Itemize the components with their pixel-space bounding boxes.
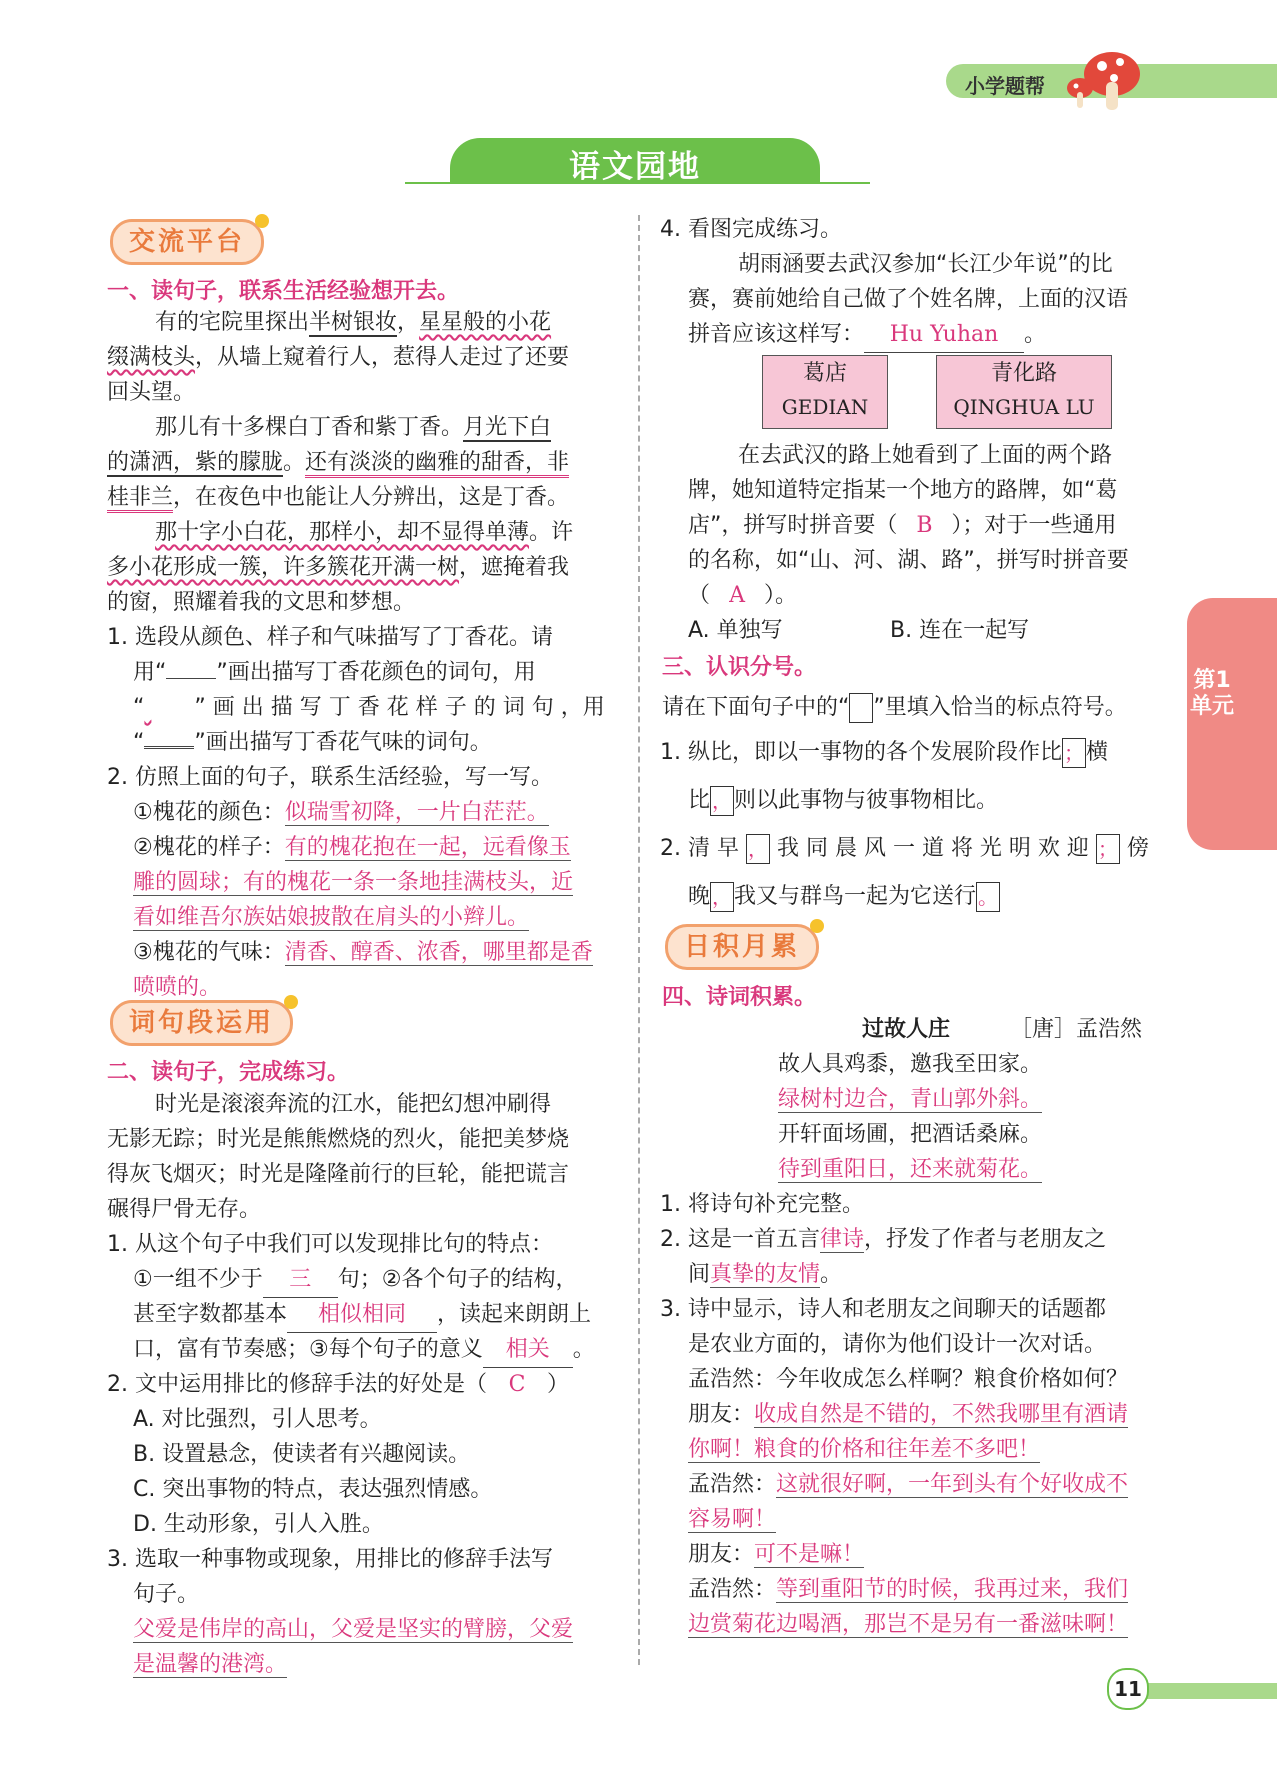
road-sign-qinghua <box>936 355 1112 429</box>
question-line <box>688 876 1000 918</box>
text: ）。 <box>764 583 798 608</box>
underlined-text: 的潇洒，紫的朦胧 <box>107 450 284 475</box>
heading-3: 三、认识分号。 <box>662 655 817 680</box>
star-icon <box>255 214 269 228</box>
text: ，在夜色中也能让人分辨出，这是丁香。 <box>173 485 570 510</box>
poem-line-3: 开轩面场圃，把酒话桑麻。 <box>778 1122 1043 1147</box>
dialogue-line <box>688 1467 1128 1502</box>
dialogue-line <box>688 1432 1040 1467</box>
passage-line <box>688 578 797 613</box>
passage-line: 得灰飞烟灭；时光是隆隆前行的巨轮，能把谎言 <box>107 1162 570 1187</box>
badge-label: 词句段运用 <box>129 1008 275 1038</box>
answer-text: 收成自然是不错的，不然我哪里有酒请 <box>754 1402 1129 1427</box>
text: 傍 <box>1126 836 1149 861</box>
answer-text: 真挚的友情 <box>710 1262 821 1287</box>
passage-line: 无影无踪；时光是熊熊燃烧的烈火，能把美梦烧 <box>107 1127 570 1152</box>
question-line: 4. 看图完成练习。 <box>660 217 842 242</box>
answer-text: 是温馨的港湾。 <box>133 1652 288 1677</box>
text: 2. 清 早 <box>660 836 739 861</box>
option-c: C. 突出事物的特点，表达强烈情感。 <box>133 1477 493 1502</box>
answer-text: 父爱是伟岸的高山，父爱是坚实的臂膀，父爱 <box>133 1617 574 1642</box>
question-line <box>660 828 1149 870</box>
question-line <box>688 1257 842 1292</box>
question-line: 3. 选取一种事物或现象，用排比的修辞手法写 <box>107 1547 553 1572</box>
text: “ <box>133 730 145 755</box>
text: 2. 文中运用排比的修辞手法的好处是（ <box>107 1372 487 1397</box>
answer-choice: A <box>729 583 745 608</box>
label: ②槐花的样子： <box>133 835 285 860</box>
dialogue-line: 孟浩然：今年收成怎么样啊？粮食价格如何？ <box>688 1367 1129 1392</box>
wavy-text: 缀满枝头 <box>107 345 196 370</box>
question-line <box>133 1332 595 1368</box>
speaker: 孟浩然： <box>688 1577 777 1602</box>
answer-box: ； <box>1096 834 1120 864</box>
passage-line <box>107 480 569 515</box>
wavy-text: 星星般的小花 <box>419 310 552 335</box>
question-line <box>660 1222 1106 1257</box>
answer-text: 可不是嘛！ <box>754 1542 865 1567</box>
passage-line <box>107 445 569 480</box>
text: 横 <box>1086 740 1109 765</box>
section-badge-exchange <box>110 219 264 265</box>
question-line: 2. 仿照上面的句子，联系生活经验，写一写。 <box>107 765 553 790</box>
question-line <box>133 690 605 725</box>
option-b: B. 连在一起写 <box>890 618 1030 643</box>
section-badge-usage <box>110 1000 293 1046</box>
sign-chinese: 葛店 <box>802 361 847 386</box>
answer-blank: Hu Yuhan <box>864 317 1024 353</box>
answer-text: 你啊！粮食的价格和往年差不多吧！ <box>688 1437 1041 1462</box>
text: 。 <box>1024 322 1047 347</box>
answer-line <box>133 935 593 970</box>
passage-line <box>107 340 569 375</box>
text: ”画出描写丁香花颜色的词句，用 <box>216 660 536 685</box>
text: ”画出描写丁香花气味的词句。 <box>194 730 492 755</box>
passage-line <box>107 550 569 585</box>
answer-text: 雕的圆球；有的槐花一条一条地挂满枝头，近 <box>133 870 574 895</box>
text: 我又与群鸟一起为它送行 <box>734 884 977 909</box>
passage-line: 的名称，如“山、河、湖、路”，拼写时拼音要 <box>688 548 1129 573</box>
option-a: A. 对比强烈，引人思考。 <box>133 1407 382 1432</box>
sign-pinyin: GEDIAN <box>781 395 869 419</box>
text: 。许 <box>529 520 574 545</box>
heading-1: 一、读句子，联系生活经验想开去。 <box>107 279 460 304</box>
answer-line <box>133 795 549 830</box>
answer-box: ， <box>710 786 734 816</box>
answer-blank: 相似相同 <box>287 1297 437 1333</box>
dialogue-line <box>688 1537 864 1572</box>
passage-line <box>155 515 573 550</box>
label: ③槐花的气味： <box>133 940 285 965</box>
empty-box <box>849 693 873 723</box>
answer-line <box>133 830 571 865</box>
option-b: B. 设置悬念，使读者有兴趣阅读。 <box>133 1442 471 1467</box>
answer-text: 绿树村边合，青山郭外斜。 <box>778 1087 1043 1112</box>
text: 晚 <box>688 884 711 909</box>
page-title: 语文园地 <box>569 149 701 185</box>
text: ，读起来朗朗上 <box>437 1302 592 1327</box>
unit-label: 第1单元 <box>1189 668 1234 719</box>
answer-blank: 相关 <box>483 1332 573 1368</box>
passage-line: 的窗，照耀着我的文思和梦想。 <box>107 590 416 615</box>
answer-text: 看如维吾尔族姑娘披散在肩头的小辫儿。 <box>133 905 530 930</box>
label: ①槐花的颜色： <box>133 800 285 825</box>
text: ， <box>397 310 420 335</box>
answer-text: 待到重阳日，还来就菊花。 <box>778 1157 1043 1182</box>
unit-side-tab <box>1187 598 1277 850</box>
answer-text: 等到重阳节的时候，我再过来，我们 <box>776 1577 1129 1602</box>
passage-line: 赛，赛前她给自己做了个姓名牌，上面的汉语 <box>688 287 1129 312</box>
passage-line: 在去武汉的路上她看到了上面的两个路 <box>738 443 1113 468</box>
text: 。 <box>820 1262 843 1287</box>
text: ” 画 出 描 写 丁 香 花 样 子 的 词 句 ，用 <box>194 695 605 720</box>
question-line: 句子。 <box>133 1582 200 1607</box>
dialogue-line <box>688 1572 1128 1607</box>
passage-line <box>688 508 1116 543</box>
underlined-text: 月光下白 <box>463 415 552 440</box>
answer-box: ， <box>746 834 770 864</box>
passage-line <box>155 410 551 445</box>
answer-choice: C <box>508 1372 526 1397</box>
passage-line: 碾得尸骨无存。 <box>107 1197 262 1222</box>
text: （ <box>688 583 711 608</box>
text: “ <box>133 695 145 720</box>
text: ）；对于一些通用 <box>951 513 1117 538</box>
answer-text: 这就很好啊，一年到头有个好收成不 <box>776 1472 1129 1497</box>
answer-text: 边赏菊花边喝酒，那岂不是另有一番滋味啊！ <box>688 1612 1129 1637</box>
double-line-sample <box>144 746 194 749</box>
text: 句；②各个句子的结构， <box>337 1267 578 1292</box>
dialogue-line <box>688 1502 776 1537</box>
question-line: 1. 从这个句子中我们可以发现排比句的特点： <box>107 1232 553 1257</box>
sign-chinese: 青化路 <box>990 361 1057 386</box>
text: 我 同 晨 风 一 道 将 光 明 欢 迎 <box>776 836 1089 861</box>
poem-line-2 <box>778 1082 1042 1117</box>
question-line: 1. 将诗句补充完整。 <box>660 1192 864 1217</box>
text: 2. 这是一首五言 <box>660 1227 820 1252</box>
star-icon <box>284 995 298 1009</box>
answer-choice: B <box>916 513 933 538</box>
answer-text: 喷喷的。 <box>133 975 222 1000</box>
dialogue-line <box>688 1397 1128 1432</box>
text: 比 <box>688 788 711 813</box>
passage-line: 回头望。 <box>107 380 196 405</box>
road-sign-gedian <box>762 355 888 429</box>
answer-line <box>133 1647 287 1682</box>
poem-line-1: 故人具鸡黍，邀我至田家。 <box>778 1052 1043 1077</box>
answer-line <box>133 865 573 900</box>
question-line <box>133 725 492 760</box>
text: ”里填入恰当的标点符号。 <box>873 695 1127 720</box>
question-line <box>133 655 536 690</box>
text: 有的宅院里探出 <box>155 310 310 335</box>
straight-line-sample <box>166 678 216 679</box>
text: 拼音应该这样写： <box>688 322 865 347</box>
answer-text: 清香、醇香、浓香，哪里都是香 <box>284 940 593 965</box>
poem-line-4 <box>778 1152 1042 1187</box>
double-underlined-text: 还有淡淡的幽雅的甜香，非 <box>305 450 569 478</box>
text: 间 <box>688 1262 711 1287</box>
option-d: D. 生动形象，引人入胜。 <box>133 1512 384 1537</box>
wavy-text: 那十字小白花，那样小，却不显得单薄 <box>155 520 530 545</box>
text: 1. 纵比，即以一事物的各个发展阶段作比 <box>660 740 1062 765</box>
answer-box: ， <box>710 882 734 912</box>
question-line: 3. 诗中显示，诗人和老朋友之间聊天的话题都 <box>660 1297 1106 1322</box>
heading-2: 二、读句子，完成练习。 <box>107 1060 350 1085</box>
text: ，抒发了作者与老朋友之 <box>864 1227 1107 1252</box>
page-number: 11 <box>1107 1668 1149 1710</box>
answer-box: 。 <box>976 882 1000 912</box>
text: 用“ <box>133 660 167 685</box>
mushroom-icon <box>1062 44 1142 114</box>
heading-4: 四、诗词积累。 <box>662 985 817 1010</box>
question-line <box>133 1262 577 1298</box>
answer-text: 似瑞雪初降，一片白茫茫。 <box>284 800 549 825</box>
dialogue-line <box>688 1607 1128 1642</box>
text: ） <box>547 1372 570 1397</box>
text: 。 <box>283 450 306 475</box>
text: 则以此事物与彼事物相比。 <box>734 788 999 813</box>
footer-bar <box>1140 1683 1277 1699</box>
text: 店”，拼写时拼音要（ <box>688 513 898 538</box>
answer-text: 律诗 <box>819 1227 864 1252</box>
question-line: 是农业方面的，请你为他们设计一次对话。 <box>688 1332 1107 1357</box>
section-badge-daily <box>665 924 819 970</box>
instruction-line <box>662 690 1127 725</box>
text: 那儿有十多棵白丁香和紫丁香。 <box>155 415 464 440</box>
underlined-text: 半树银妆 <box>309 310 398 335</box>
text: 请在下面句子中的“ <box>662 695 850 720</box>
poem-author: ［唐］孟浩然 <box>1010 1017 1143 1042</box>
text: ，从墙上窥着行人，惹得人走过了还要 <box>195 345 570 370</box>
star-icon <box>810 919 824 933</box>
speaker: 朋友： <box>688 1542 755 1567</box>
question-line <box>133 1297 591 1333</box>
passage-line: 牌，她知道特定指某一个地方的路牌，如“葛 <box>688 478 1118 503</box>
column-divider <box>638 215 640 1665</box>
speaker: 朋友： <box>688 1402 755 1427</box>
passage-line: 时光是滚滚奔流的江水，能把幻想冲刷得 <box>155 1092 552 1117</box>
text: 甚至字数都基本 <box>133 1302 288 1327</box>
question-line <box>688 780 998 822</box>
answer-text: 有的槐花抱在一起，远看像玉 <box>284 835 571 860</box>
answer-line <box>133 1612 573 1647</box>
question-line <box>660 732 1108 774</box>
answer-line <box>133 900 529 935</box>
wavy-text: 多小花形成一簇，许多簇花开满一树 <box>107 555 460 580</box>
option-a: A. 单独写 <box>688 618 783 643</box>
question-line <box>107 1367 569 1402</box>
passage-line: 胡雨涵要去武汉参加“长江少年说”的比 <box>738 252 1113 277</box>
answer-box: ； <box>1062 738 1086 768</box>
passage-line <box>155 305 551 340</box>
text: ①一组不少于 <box>133 1267 263 1292</box>
double-underlined-text: 桂非兰 <box>107 485 173 513</box>
speaker: 孟浩然： <box>688 1472 777 1497</box>
brand-label: 小学题帮 <box>965 74 1045 98</box>
text: ，遮掩着我 <box>459 555 570 580</box>
passage-line <box>688 317 1046 353</box>
badge-label: 日积月累 <box>684 932 801 962</box>
question-line: 1. 选段从颜色、样子和气味描写了丁香花。请 <box>107 625 553 650</box>
answer-blank: 三 <box>263 1262 338 1298</box>
wavy-line-sample <box>144 690 194 725</box>
text: 。 <box>572 1337 595 1362</box>
sign-pinyin: QINGHUA LU <box>953 395 1095 419</box>
answer-text: 容易啊！ <box>688 1507 777 1532</box>
badge-label: 交流平台 <box>129 227 246 257</box>
poem-title: 过故人庄 <box>862 1017 951 1042</box>
text: 口，富有节奏感；③每个句子的意义 <box>133 1337 483 1362</box>
